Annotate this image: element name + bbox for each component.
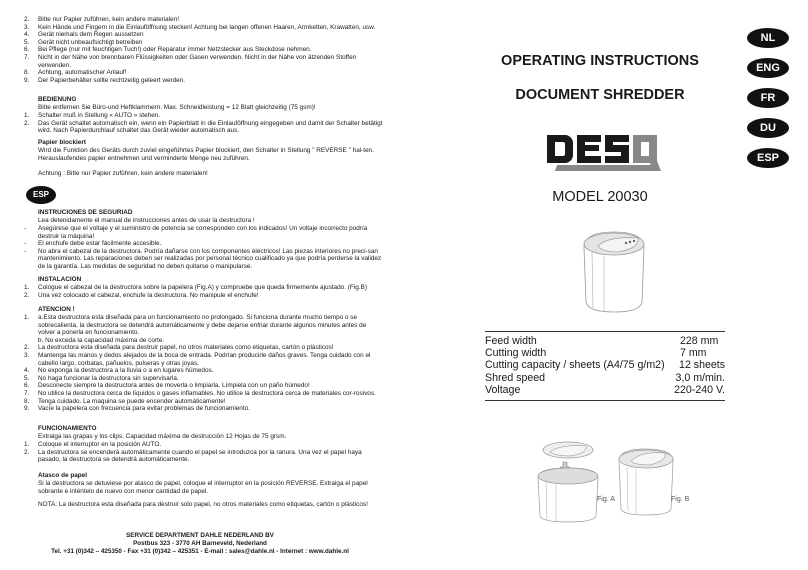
list-item: 1. Schalter muß in Stellung « AUTO » stehen. [24,112,161,119]
figure-a-label: Fig. A [597,496,615,503]
list-item: 6. Desconecte siempre la destructora antes de moverla o limpiarla. Límpiela con un paño húmedo! [24,382,310,390]
service-footer [0,532,400,556]
model-number: MODEL 20030 [552,189,648,205]
list-item: 2. Das Gerät schaltet automatisch ein, wenn ein Papierblatt in die Einlauföffnung eingegeben und damit der Schalter betätigt wird. Nach Papierdurchlauf schaltet das Gerät wieder automatisch aus. [24,119,383,135]
figure-b-illustration [617,447,675,517]
language-badge-fr: FR [747,88,789,108]
list-item: 9. Der Papierbehälter sollte rechtzeitig geleert werden. [24,76,186,84]
section-heading: INSTALACION [38,276,82,283]
instalacion-list [24,284,384,299]
language-badge-esp: ESP [26,186,56,204]
list-item: 1. Cologue el cabezal de la destructora sobre la papelera (Fig.A) y compruebe que queda firmemente ajustado. (Fig.B) [24,284,367,291]
list-item: 5. No haga funcionar la destructora sin supervisarla. [24,374,179,382]
footer-line: Tel. +31 (0)342 – 425350 - Fax +31 (0)342 – 425351 - E-mail : sales@dahle.nl - Internet : www.dahle.nl [51,548,349,555]
list-item: 4. Gerät niemals dem Regen aussetzen [24,31,144,39]
seguridad-list [24,225,384,271]
paragraph: Bitte entfernen Sie Büro-und Heftklammern. Max. Schneidleistung = 12 Blatt gleichzeitig (75 gsm)! [38,104,316,111]
paragraph: Lea detenidamente el manual de instrucciones antes de usar la destructora ! [38,217,255,224]
list-item: 9. Vacíe la papelera con frecuencia para evitar problemas de funcionamiento. [24,405,250,413]
list-item: - No abra el cabezal de la destructora. Podría dañarse con los componentes eléctricos! Las piezas interiores no preci-san mantenimiento. Las reparaciones deben ser realizadas por personal técnico cualificado ya que podría perderse la validez de la garantía. Las medidas de seguridad no deben quitarse o manipularse. [24,247,382,270]
atencion-list [24,314,384,413]
spec-row: Feed width 228 mm [485,335,719,347]
spec-row: Voltage 220-240 V. [485,383,725,396]
list-item: 6. Bei Pflege (nur mit feuchtigen Tuch!) oder Reparatur immer Netzstecker aus Steckdose nehmen. [24,46,312,54]
list-item: 8. Tenga cuidado. La maquina se puede encender automáticamente! [24,397,226,405]
footer-line: SERVICE DEPARTMENT DAHLE NEDERLAND BV [126,532,274,539]
list-item: 2. Bitte nur Papier zuführen, kein andere materialen! [24,16,180,23]
list-item: 8. Achtung, automatischer Anlauf! [24,69,127,77]
language-badge-eng: ENG [747,58,789,78]
desq-logo [543,131,673,175]
list-item: 5. Gerät nicht unbeaufsichtigt betreiben [24,38,143,46]
list-item: 4. No exponga la destructora a la lluvia o a en lugares húmedos. [24,367,214,375]
spec-row: Cutting capacity / sheets (A4/75 g/m2) 12 sheets [485,359,725,372]
list-item: 3. Mantenga las manos y dedos alejados de la boca de entrada. Podrían producirle daños graves. Tenga cuidado con el cabello largo, corbatas, pañuelos, pulseras y otras joyas. [24,351,371,367]
spec-row: Shred speed 3,0 m/min. [485,371,725,384]
language-badge-du: DU [747,118,789,138]
shredder-illustration [578,228,650,314]
language-badge-nl: NL [747,28,789,48]
section-heading: Atasco de papel [38,472,88,479]
spec-row: Cutting width 7 mm [485,347,707,360]
list-item: - El enchufe debe estar fácilmente accesible. [24,240,162,248]
safety-list-nl [24,16,384,84]
list-item: b. No exceda la capacidad máxima de corte. [38,336,165,344]
funcionamiento-list [24,441,384,464]
section-heading: BEDIENUNG [38,96,77,103]
paragraph: Extraiga las grapas y los clips. Capacidad máxima de destrucción 12 Hojas de 75 grsm. [38,433,287,440]
paragraph: Si la destructora se detuviese por atasco de papel, coloque el interruptor en la posición REVERSE. Extraiga el papel sobrante e inténtelo de nuevo con menor cantidad de papel. [38,480,368,495]
list-item: 2. Una vez colocado el cabezal, enchufe la destructora. No manipule el enchufe! [24,291,259,299]
paragraph: NOTA: La destructora esta diseñada para destruir solo papel, no otros materiales como etiquetas, cartón o plásticos! [38,501,368,508]
section-heading: FUNCIONAMIENTO [38,425,97,432]
list-item: 7. Nicht in der Nähe von brennbaren Flüssigkeiten oder Gasen verwenden. Nicht in der Nähe von ätzenden Stoffen verwenden. [24,53,357,69]
paragraph: Wird die Funktion des Geräts durch zuviel eingeführtes Papier blockiert, den Schalter in Stellung " REVERSE " hal-ten. Herauslaufendes papier entnehmen und verminderte Menge neu zuführen. [38,147,374,162]
list-item: 7. No utilice la destructora cerca de líquidos o gases inflamables. No utilice la destructora cerca de materiales cor-rosivos. [24,389,376,397]
section-heading: ATENCION ! [38,306,75,313]
list-item: 2. La destructora esta diseñada para destruir papel, no otros materiales como etiquetas, cartón o plásticos! [24,344,334,352]
page-subtitle: DOCUMENT SHREDDER [515,87,685,103]
list-item: 1. a.Esta destructora esta diseñada para un funcionamiento no prolongado. Si funciona durante mucho tiempo o se sobrecalienta, la destructora se detendrá automáticamente y debe dejarse enfriar durante algunos minutes antes de volver a ponerla en funcionamiento. [24,314,367,337]
paragraph: Achtung : Bitte nur Papier zuführen, kein andere materialen! [38,170,208,177]
footer-line: Postbus 323 - 3770 AH Barneveld, Nederland [133,540,267,547]
section-heading: Papier blockiert [38,139,86,146]
list-item: 3. Kein Hände und Fingern in die Einlauföffnung stecken! Achtung bei langen offenen Haaren, Armketten, Krawatten, usw. [24,23,376,31]
specs-table [485,331,725,401]
figure-b-label: Fig. B [671,496,690,503]
language-badge-esp: ESP [747,148,789,168]
list-item: 1. Coloque el interruptor en la posición AUTO. [24,441,162,448]
section-heading: INSTRUCIONES DE SEGURIAD [38,209,133,216]
list-item: - Asegúrese que el voltaje y el suministro de potencia se corresponden con los indicados! Un voltaje incorrecto podría destruir la máquina! [24,225,368,240]
figure-a-illustration [536,440,602,524]
page-title: OPERATING INSTRUCTIONS [501,53,699,69]
left-page [0,0,400,570]
list-item: 2. La destructora se encenderá automáticamente cuando el papel se introduzca por la ranura. Una vez el papel haya pasado, la destructora se detendrá automáticamente. [24,448,362,464]
bedienung-list [24,112,384,135]
